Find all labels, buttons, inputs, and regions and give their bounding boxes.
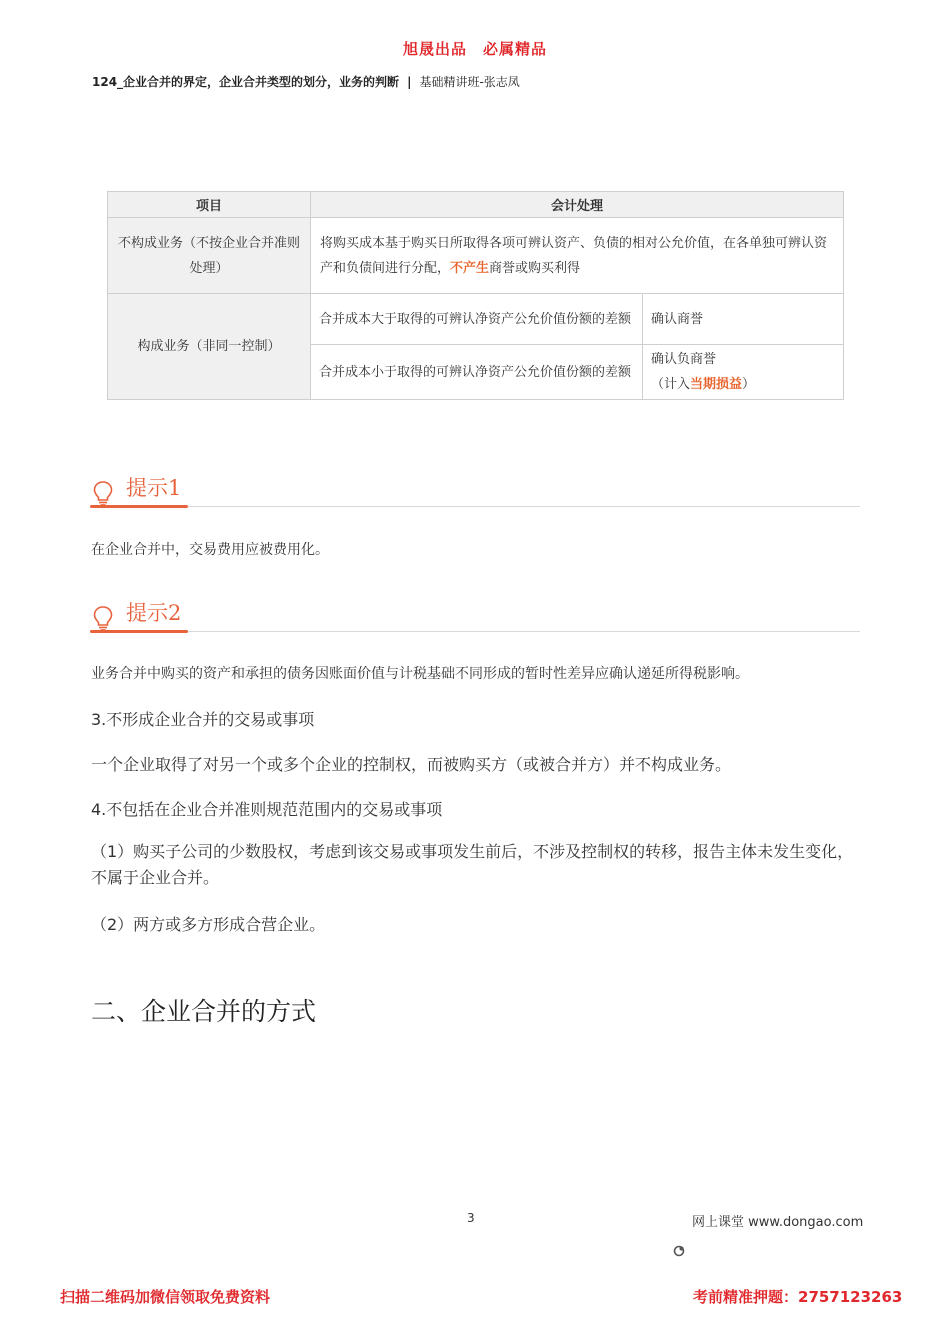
lightbulb-icon <box>92 605 114 631</box>
course-name: 基础精讲班-张志凤 <box>419 75 520 89</box>
tip-2-label: 提示2 <box>126 601 182 625</box>
result-negative-goodwill <box>643 345 844 400</box>
result-line1: 确认负商誉 <box>651 352 717 367</box>
section-3-title: 3.不形成企业合并的交易或事项 <box>91 710 315 729</box>
tip-2-header <box>90 597 860 632</box>
lightbulb-icon <box>92 480 114 506</box>
tip-underline <box>90 505 188 508</box>
col-header-item: 项目 <box>108 192 311 218</box>
tip-1-header <box>90 472 860 507</box>
section-4-title: 4.不包括在企业合并准则规范范围内的交易或事项 <box>91 800 443 819</box>
result-prefix: （计入 <box>651 377 691 392</box>
section-4-item-2: （2）两方或多方形成合营企业。 <box>91 915 326 934</box>
table-row <box>108 218 844 294</box>
highlight-no-goodwill: 不产生 <box>450 260 490 276</box>
result-goodwill: 确认商誉 <box>643 294 844 345</box>
table-row <box>108 294 844 345</box>
highlight-current-pl: 当期损益 <box>690 377 743 392</box>
result-suffix: ） <box>742 377 756 392</box>
table-header-row <box>108 192 844 218</box>
case-cost-less: 合并成本小于取得的可辨认净资产公允价值份额的差额 <box>311 345 643 400</box>
result-line2 <box>651 372 835 397</box>
tip-2-text: 业务合并中购买的资产和承担的债务因账面价值与计税基础不同形成的暂时性差异应确认递延所得税影响。 <box>91 666 749 682</box>
row-item-business: 构成业务（非同一控制） <box>108 294 311 400</box>
logo-mark-icon <box>673 1245 685 1257</box>
tip-underline <box>90 630 188 633</box>
footer-promo-left: 扫描二维码加微信领取免费资料 <box>60 1288 271 1306</box>
tip-1-label: 提示1 <box>126 476 182 500</box>
treatment-not-business <box>311 218 844 294</box>
case-cost-greater: 合并成本大于取得的可辨认净资产公允价值份额的差额 <box>311 294 643 345</box>
section-4-item-1: （1）购买子公司的少数股权，考虑到该交易或事项发生前后，不涉及控制权的转移，报告主体未发生变化，不属于企业合并。 <box>91 842 854 887</box>
section-3-text: 一个企业取得了对另一个或多个企业的控制权，而被购买方（或被合并方）并不构成业务。 <box>91 755 732 774</box>
treatment-text-end: 商誉或购买利得 <box>489 260 581 276</box>
section-heading: 二、企业合并的方式 <box>91 997 317 1026</box>
treatment-text: 将购买成本基于购买日所取得各项可辨认资产、负债的相对公允价值，在各单独可辨认资产和负债间进行分配， <box>320 235 828 276</box>
accounting-table <box>107 191 844 400</box>
document-header <box>92 73 520 90</box>
top-banner: 旭晟出品 必属精品 <box>402 40 547 58</box>
col-header-treatment: 会计处理 <box>311 192 844 218</box>
row-item-not-business: 不构成业务（不按企业合并准则处理） <box>108 218 311 294</box>
tip-1-text: 在企业合并中，交易费用应被费用化。 <box>91 542 329 558</box>
page-number: 3 <box>467 1211 475 1225</box>
header-separator: | <box>407 75 412 89</box>
lecture-title: 124_企业合并的界定，企业合并类型的划分，业务的判断 <box>92 75 400 89</box>
footer-promo-right: 考前精准押题：2757123263 <box>693 1288 903 1306</box>
site-link[interactable]: 网上课堂 www.dongao.com <box>692 1215 864 1230</box>
